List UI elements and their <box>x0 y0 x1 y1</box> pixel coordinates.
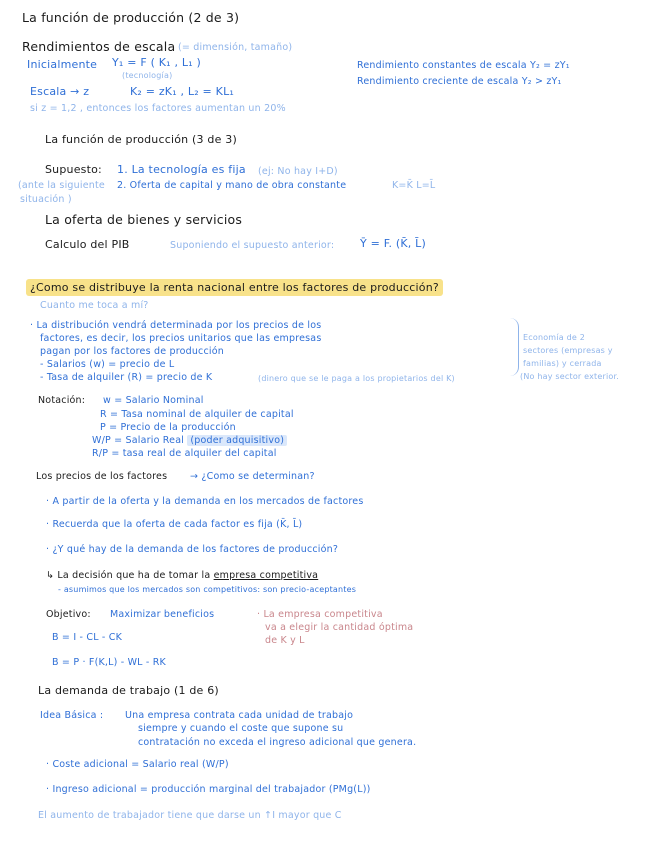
si-z-text: si z = 1,2 , entonces los factores aumentan un 20% <box>30 103 286 114</box>
decision-text: ↳ La decisión que ha de tomar la <box>46 570 211 581</box>
notacion-WP <box>92 435 287 446</box>
decision-note: - asumimos que los mercados son competitivos: son precio-aceptantes <box>58 585 357 594</box>
inicialmente-label: Inicialmente <box>27 58 98 71</box>
calculo-label: Calculo del PIB <box>45 238 130 251</box>
decision-line <box>46 570 318 581</box>
rendimiento-constante: Rendimiento constantes de escala Y₂ = zY₁ <box>357 60 570 71</box>
side-note-2: sectores (empresas y <box>523 346 613 355</box>
precios-bullet-1: · A partir de la oferta y la demanda en los mercados de factores <box>46 496 364 507</box>
brace <box>510 318 519 376</box>
ante-note-2: situación ) <box>20 194 72 205</box>
notacion-RP: R/P = tasa real de alquiler del capital <box>92 448 277 459</box>
ingreso-adicional: · Ingreso adicional = producción marginal del trabajador (PMg(L)) <box>46 784 371 795</box>
rendimientos-note: (= dimensión, tamaño) <box>178 42 293 53</box>
objetivo-text: Maximizar beneficios <box>110 609 215 620</box>
empresa-competitiva: empresa competitiva <box>213 570 319 581</box>
supuesto-label: Supuesto: <box>45 163 102 176</box>
formula-beneficio-2: B = P · F(K,L) - WL - RK <box>52 657 166 668</box>
final-note: El aumento de trabajador tiene que darse un ↑I mayor que C <box>38 810 342 821</box>
dist-line-3: pagan por los factores de producción <box>40 346 224 357</box>
page-title: La función de producción (2 de 3) <box>22 10 240 25</box>
escala-label: Escala → z <box>30 85 90 98</box>
notacion-wp-text: W/P = Salario Real <box>92 435 185 446</box>
side-note-4: (No hay sector exterior. <box>520 372 620 381</box>
formula-beneficio-1: B = I - CL - CK <box>52 632 123 643</box>
distribution-subquestion: Cuanto me toca a mí? <box>40 300 149 311</box>
supuesto-1-note: (ej: No hay I+D) <box>258 166 338 177</box>
supuesto-2: 2. Oferta de capital y mano de obra constante <box>117 180 347 191</box>
precios-heading: Los precios de los factores <box>36 471 168 482</box>
notacion-R: R = Tasa nominal de alquiler de capital <box>100 409 294 420</box>
idea-line-3: contratación no exceda el ingreso adicional que genera. <box>138 737 417 748</box>
escala-formula: K₂ = zK₁ , L₂ = KL₁ <box>130 85 235 98</box>
oferta-heading: La oferta de bienes y servicios <box>45 212 243 227</box>
tecnologia-note: (tecnología) <box>122 71 173 80</box>
calculo-note: Suponiendo el supuesto anterior: <box>170 240 335 251</box>
rendimientos-heading: Rendimientos de escala <box>22 39 176 54</box>
dist-line-1: · La distribución vendrá determinada por los precios de los <box>30 320 322 331</box>
coste-adicional: · Coste adicional = Salario real (W/P) <box>46 759 229 770</box>
red-note-3: de K y L <box>265 635 305 646</box>
inicialmente-formula: Y₁ = F ( K₁ , L₁ ) <box>112 56 201 69</box>
objetivo-label: Objetivo: <box>46 609 91 620</box>
dist-line-2: factores, es decir, los precios unitarios que las empresas <box>40 333 322 344</box>
dist-line-4: - Salarios (w) = precio de L <box>40 359 175 370</box>
side-note-3: familias) y cerrada <box>523 359 602 368</box>
notacion-w: w = Salario Nominal <box>103 395 204 406</box>
red-note-2: va a elegir la cantidad óptima <box>265 622 414 633</box>
notacion-P: P = Precio de la producción <box>100 422 236 433</box>
question-highlight: ¿Como se distribuye la renta nacional entre los factores de producción? <box>26 279 443 296</box>
dist-line-5: - Tasa de alquiler (R) = precio de K <box>40 372 213 383</box>
side-note-1: Economía de 2 <box>523 333 586 342</box>
red-note-1: · La empresa competitiva <box>257 609 383 620</box>
supuesto-1: 1. La tecnología es fija <box>117 163 246 176</box>
notacion-wp-note: (poder adquisitivo) <box>187 435 287 446</box>
precios-bullet-2: · Recuerda que la oferta de cada factor es fija (K̄, L̄) <box>46 519 303 530</box>
rendimiento-creciente: Rendimiento creciente de escala Y₂ > zY₁ <box>357 76 562 87</box>
demanda-heading: La demanda de trabajo (1 de 6) <box>38 684 219 697</box>
dist-line-5-note: (dinero que se le paga a los propietarios del K) <box>258 374 455 383</box>
precios-bullet-3: · ¿Y qué hay de la demanda de los factores de producción? <box>46 544 339 555</box>
idea-label: Idea Básica : <box>40 710 104 721</box>
supuesto-2-formula: K=K̄ L=L̄ <box>392 180 436 191</box>
ante-note-1: (ante la siguiente <box>18 180 105 191</box>
precios-heading-question: → ¿Como se determinan? <box>190 471 315 482</box>
idea-line-2: siempre y cuando el coste que supone su <box>138 723 344 734</box>
fp3-heading: La función de producción (3 de 3) <box>45 133 237 146</box>
distribution-question <box>26 281 443 294</box>
calculo-formula: Ȳ = F. (K̄, L̄) <box>360 237 427 250</box>
notacion-label: Notación: <box>38 395 86 406</box>
idea-line-1: Una empresa contrata cada unidad de trabajo <box>125 710 354 721</box>
